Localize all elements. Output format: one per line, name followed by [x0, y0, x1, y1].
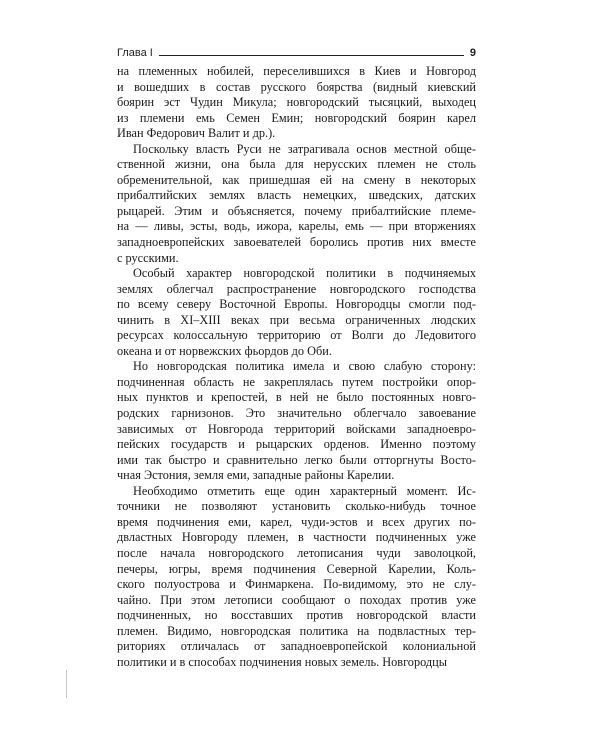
- paragraph: [117, 64, 476, 142]
- text-line: племен. Видимо, новгородская политика на подвластных тер-: [117, 623, 476, 638]
- text-line: чайно. При этом летописи сообщают о походах против уже: [117, 592, 476, 607]
- running-header: [117, 43, 476, 59]
- text-line: ресурсах колоссальную территорию от Волги до Ледовитого: [117, 328, 476, 343]
- text-line: политики и в способах подчинения новых земель. Новгородцы: [117, 654, 447, 669]
- text-line: по всему северу Восточной Европы. Новгородцы смогли под-: [117, 297, 476, 312]
- text-line: западноевропейских завоевателей боролись против них вместе: [117, 235, 476, 250]
- margin-scan-mark: [66, 670, 67, 698]
- text-line: ных пунктов и крепостей, в ней не было постоянных новго-: [117, 390, 476, 405]
- paragraph: [117, 484, 476, 671]
- text-line: после начала новгородского летописания чуди заволоцкой,: [117, 545, 476, 560]
- text-line: Необходимо отметить еще один характерный момент. Ис-: [133, 483, 476, 498]
- text-line: боярин эст Чудин Микула; новгородский тысяцкий, выходец: [117, 95, 476, 110]
- paragraph: [117, 359, 476, 483]
- text-line: чинить в XI–XIII веках при весьма ограниченных людских: [117, 312, 476, 327]
- text-line: подчиненных, но восставших против новгородской власти: [117, 608, 476, 623]
- text-line: печеры, югры, время подчинения Северной Карелии, Коль-: [117, 561, 476, 576]
- text-line: зависимых от Новгорода территорий войсками западноевро-: [117, 421, 476, 436]
- chapter-title: Глава I: [117, 47, 153, 59]
- header-rule: [159, 55, 464, 56]
- text-line: родских гарнизонов. Это значительно облегчало завоевание: [117, 406, 476, 421]
- text-line: Иван Федорович Валит и др.).: [117, 126, 276, 141]
- body-text: [117, 64, 476, 670]
- text-line: пейских государств и рыцарских орденов. Именно поэтому: [117, 437, 476, 452]
- text-line: ими так быстро и сравнительно легко были отторгнуты Восто-: [117, 452, 476, 467]
- text-line: чная Эстония, земля еми, западные районы Карелии.: [117, 468, 395, 483]
- text-line: из племени емь Семен Емин; новгородский боярин карел: [117, 110, 476, 125]
- text-line: на племенных нобилей, переселившихся в Киев и Новгород: [117, 64, 476, 78]
- text-line: с русскими.: [117, 250, 179, 265]
- text-line: двластных Новгороду племен, в частности подчиненных уже: [117, 530, 476, 545]
- text-line: подчиненная область не закреплялась путем постройки опор-: [117, 374, 476, 389]
- text-line: океана и от норвежских фьордов до Оби.: [117, 343, 332, 358]
- text-line: Но новгородская политика имела и свою слабую сторону:: [133, 359, 476, 374]
- text-line: на — ливы, эсты, водь, ижора, карелы, емь — при вторжениях: [117, 219, 476, 234]
- page-number: 9: [469, 47, 476, 59]
- text-line: время подчинения еми, карел, чуди-эстов и всех других по-: [117, 514, 476, 529]
- text-line: ского полуострова и Финмаркена. По-видимому, это не слу-: [117, 577, 476, 592]
- text-line: рыцарей. Этим и объясняется, почему прибалтийские племе-: [117, 203, 476, 218]
- text-line: землях облегчал распространение новгородского господства: [117, 281, 476, 296]
- paragraph: [117, 266, 476, 359]
- text-line: ственной жизни, она была для нерусских племен не столь: [117, 157, 476, 172]
- text-line: обременительной, как пришедшая ей на смену в некоторых: [117, 172, 476, 187]
- text-line: Особый характер новгородской политики в подчиняемых: [133, 266, 476, 281]
- text-line: Поскольку власть Руси не затрагивала основ местной обще-: [133, 141, 476, 156]
- text-line: и вошедших в состав русского боярства (видный киевский: [117, 79, 476, 94]
- text-line: точники не позволяют установить сколько-нибудь точное: [117, 499, 476, 514]
- text-line: риториях отличалась от западноевропейской колониальной: [117, 639, 476, 654]
- text-line: прибалтийских землях власть немецких, шведских, датских: [117, 188, 476, 203]
- paragraph: [117, 142, 476, 266]
